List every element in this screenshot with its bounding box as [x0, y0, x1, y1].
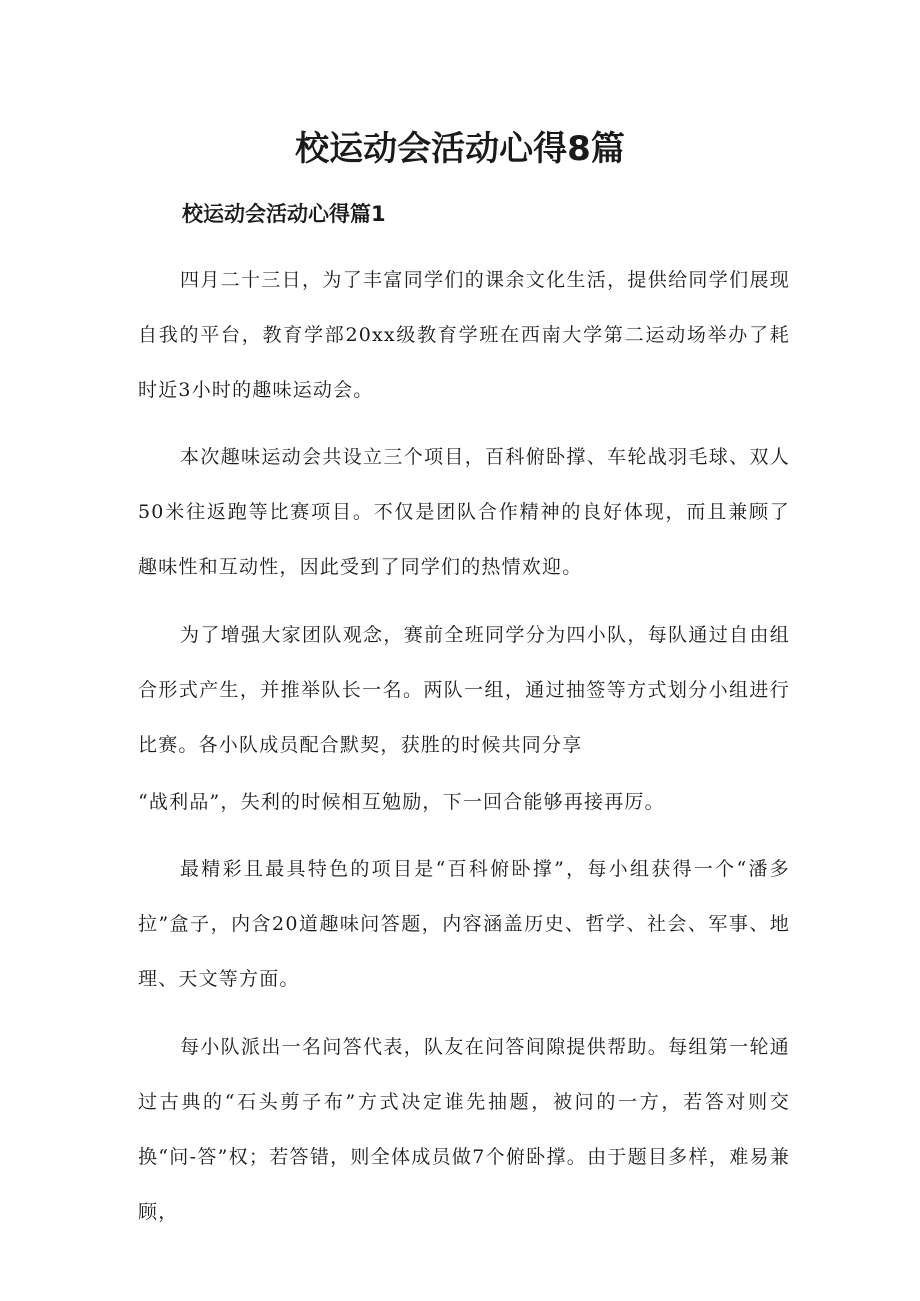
- paragraph: “战利品”，失利的时候相互勉励，下一回合能够再接再厉。: [138, 791, 665, 813]
- paragraph: 为了增强大家团队观念，赛前全班同学分为四小队，每队通过自由组合形式产生，并推举队长一名。两队一组，通过抽签等方式划分小组进行比赛。各小队成员配合默契，获胜的时候共同分享: [138, 624, 790, 756]
- paragraph: 最精彩且最具特色的项目是“百科俯卧撑”，每小组获得一个“潘多拉”盒子，内含20道趣味问答题，内容涵盖历史、哲学、社会、军事、地理、天文等方面。: [138, 858, 790, 990]
- section-heading: 校运动会活动心得篇1: [182, 202, 386, 226]
- paragraph: 本次趣味运动会共设立三个项目，百科俯卧撑、车轮战羽毛球、双人50米往返跑等比赛项目。不仅是团队合作精神的良好体现，而且兼顾了趣味性和互动性，因此受到了同学们的热情欢迎。: [138, 446, 790, 578]
- paragraph: 每小队派出一名问答代表，队友在问答间隙提供帮助。每组第一轮通过古典的“石头剪子布”方式决定谁先抽题，被问的一方，若答对则交换“问-答”权；若答错，则全体成员做7个俯卧撑。由于题目多样，难易兼顾，: [138, 1036, 790, 1223]
- paragraph: 四月二十三日，为了丰富同学们的课余文化生活，提供给同学们展现自我的平台，教育学部20xx级教育学班在西南大学第二运动场举办了耗时近3小时的趣味运动会。: [138, 269, 790, 401]
- document-title: 校运动会活动心得8篇: [295, 129, 625, 169]
